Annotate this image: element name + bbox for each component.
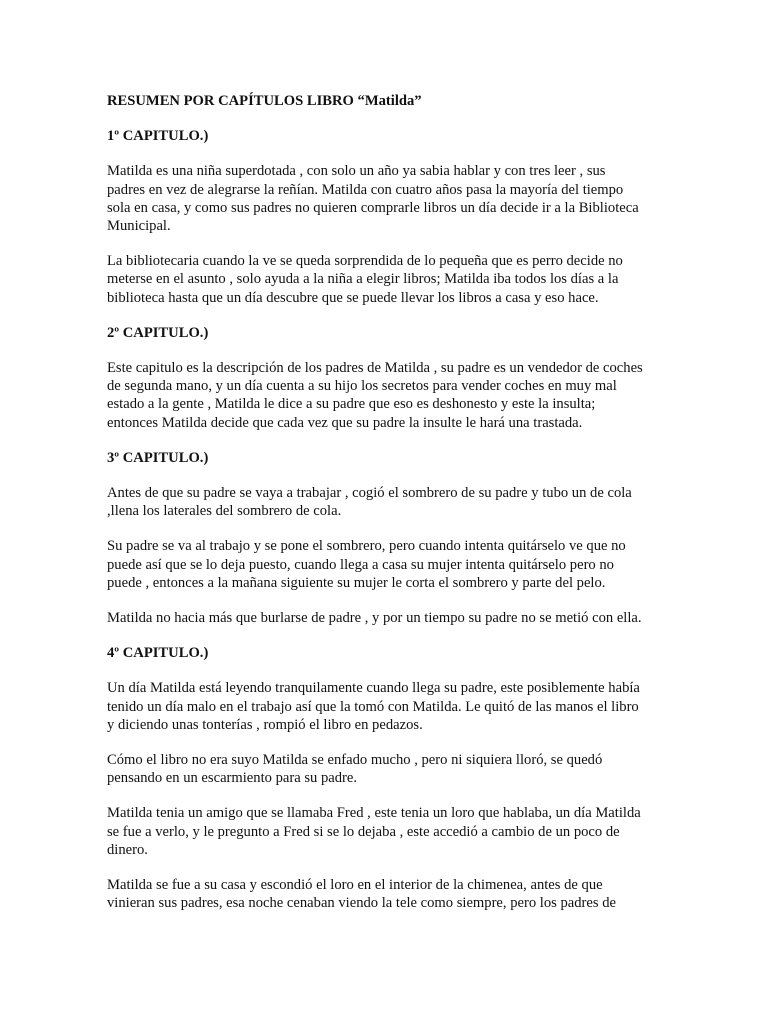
text-line: Antes de que su padre se vaya a trabajar , cogió el sombrero de su padre y tubo un de cola xyxy=(107,485,632,502)
paragraph xyxy=(107,751,663,787)
text-line: vinieran sus padres, esa noche cenaban viendo la tele como siempre, pero los padres de xyxy=(107,895,616,912)
text-line: meterse en el asunto , solo ayuda a la niña a elegir libros; Matilda iba todos los días a la xyxy=(107,271,619,288)
text-line: Matilda no hacia más que burlarse de padre , y por un tiempo su padre no se metió con ella. xyxy=(107,610,642,627)
text-line: dinero. xyxy=(107,841,148,858)
text-line: se fue a verlo, y le pregunto a Fred si se lo dejaba , este accedió a cambio de un poco de xyxy=(107,823,620,840)
text-line: Cómo el libro no era suyo Matilda se enfado mucho , pero ni siquiera lloró, se quedó xyxy=(107,752,603,769)
document-title: RESUMEN POR CAPÍTULOS LIBRO “Matilda” xyxy=(107,93,422,109)
text-line: Su padre se va al trabajo y se pone el sombrero, pero cuando intenta quitárselo ve que no xyxy=(107,538,626,555)
paragraph xyxy=(107,804,663,859)
text-line: biblioteca hasta que un día descubre que se puede llevar los libros a casa y eso hace. xyxy=(107,289,599,306)
document-body xyxy=(107,127,663,912)
text-line: sola en casa, y como sus padres no quieren comprarle libros un día decide ir a la Biblioteca xyxy=(107,199,639,216)
text-line: Matilda tenia un amigo que se llamaba Fred , este tenia un loro que hablaba, un día Matilda xyxy=(107,805,641,822)
paragraph xyxy=(107,252,663,307)
text-line: Matilda es una niña superdotada , con solo un año ya sabia hablar y con tres leer , sus xyxy=(107,163,606,180)
paragraph xyxy=(107,537,663,592)
paragraph xyxy=(107,359,663,432)
text-line: La bibliotecaria cuando la ve se queda sorprendida de lo pequeña que es perro decide no xyxy=(107,253,623,270)
text-line: entonces Matilda decide que cada vez que su padre la insulte le hará una trastada. xyxy=(107,414,583,431)
text-line: de segunda mano, y un día cuenta a su hijo los secretos para vender coches en muy mal xyxy=(107,378,617,395)
text-line: padres en vez de alegrarse la reñían. Matilda con cuatro años pasa la mayoría del tiempo xyxy=(107,181,624,198)
text-line: puede , entonces a la mañana siguiente su mujer le corta el sombrero y parte del pelo. xyxy=(107,574,606,591)
paragraph xyxy=(107,162,663,235)
text-line: y diciendo unas tonterías , rompió el libro en pedazos. xyxy=(107,716,423,733)
text-line: pensando en un escarmiento para su padre. xyxy=(107,770,358,787)
text-line: ,llena los laterales del sombrero de cola. xyxy=(107,503,342,520)
text-line: puede así que se lo deja puesto, cuando llega a casa su mujer intenta quitárselo pero no xyxy=(107,556,614,573)
text-line: estado a la gente , Matilda le dice a su padre que eso es deshonesto y este la insulta; xyxy=(107,396,596,413)
chapter-heading: 2º CAPITULO.) xyxy=(107,324,209,341)
paragraph xyxy=(107,484,663,520)
chapter-heading: 3º CAPITULO.) xyxy=(107,449,209,466)
chapter-heading: 1º CAPITULO.) xyxy=(107,128,209,145)
text-line: Este capitulo es la descripción de los padres de Matilda , su padre es un vendedor de coches xyxy=(107,360,643,377)
text-line: Un día Matilda está leyendo tranquilamente cuando llega su padre, este posiblemente había xyxy=(107,680,640,697)
paragraph xyxy=(107,679,663,734)
text-line: Municipal. xyxy=(107,218,171,235)
text-line: tenido un día malo en el trabajo así que la tomó con Matilda. Le quitó de las manos el libro xyxy=(107,698,639,715)
paragraph xyxy=(107,609,663,627)
document-page xyxy=(107,92,663,930)
paragraph xyxy=(107,876,663,912)
chapter-heading: 4º CAPITULO.) xyxy=(107,645,209,662)
text-line: Matilda se fue a su casa y escondió el loro en el interior de la chimenea, antes de que xyxy=(107,877,603,894)
